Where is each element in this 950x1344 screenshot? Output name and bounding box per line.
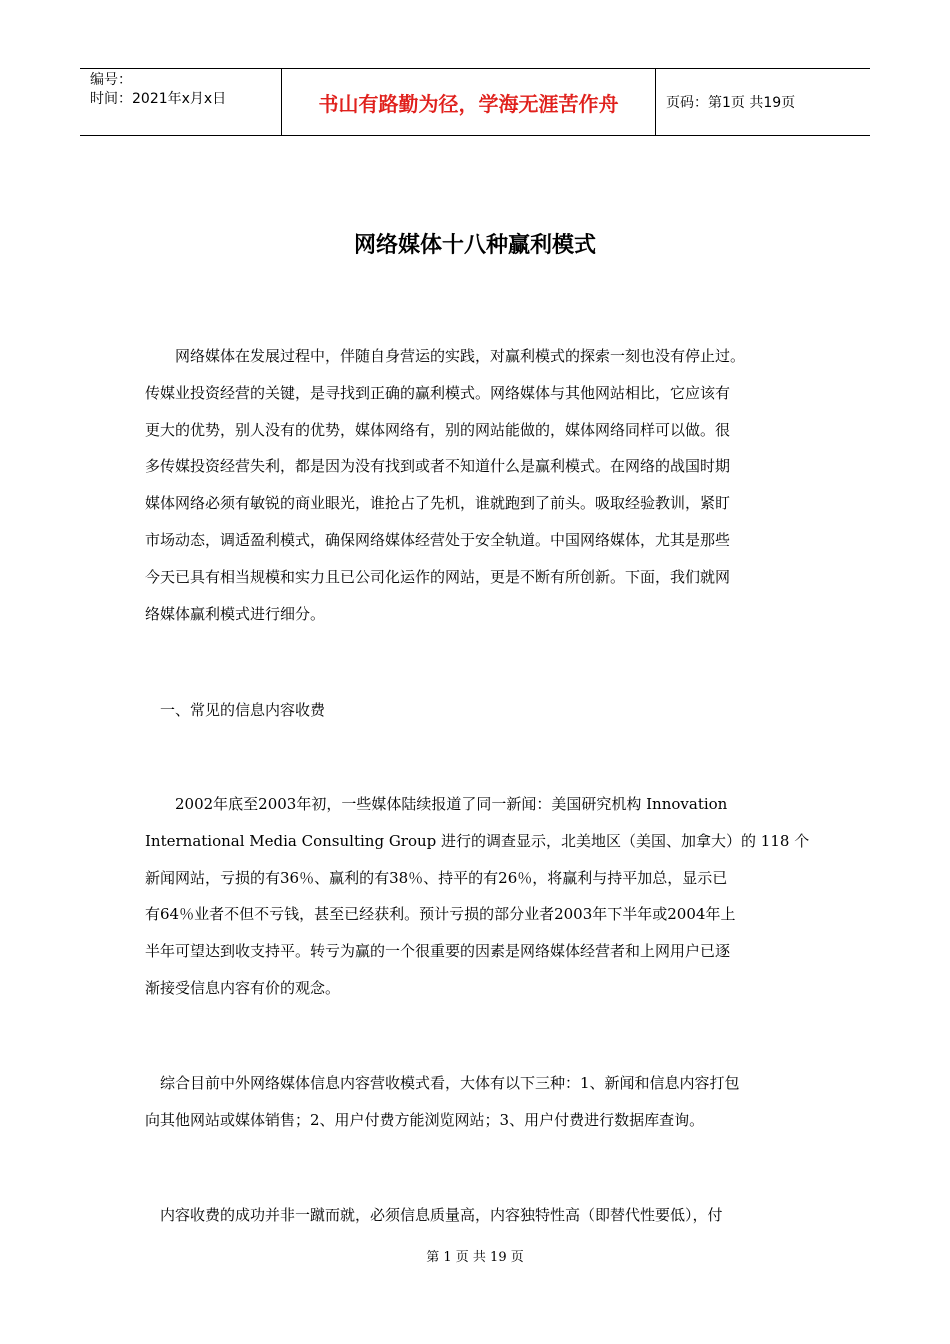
text-line: 向其他网站或媒体销售；2、用户付费方能浏览网站；3、用户付费进行数据库查询。 <box>145 1110 705 1129</box>
text-line: 媒体网络必须有敏锐的商业眼光，谁抢占了先机，谁就跑到了前头。吸取经验教训，紧盯 <box>145 494 731 513</box>
text-line: 渐接受信息内容有价的观念。 <box>145 978 341 997</box>
header-meta-cell <box>80 69 282 135</box>
text-line: 络媒体赢利模式进行细分。 <box>145 604 326 623</box>
text-line: 传媒业投资经营的关键，是寻找到正确的赢利模式。网络媒体与其他网站相比，它应该有 <box>145 383 731 402</box>
document-time-label: 时间：2021年x月x日 <box>90 91 227 107</box>
document-title: 网络媒体十八种赢利模式 <box>353 233 596 258</box>
paragraph-survey <box>145 786 813 1007</box>
text-line: 半年可望达到收支持平。转亏为赢的一个很重要的因素是网络媒体经营者和上网用户已逐 <box>145 942 731 961</box>
text-line: 一、常见的信息内容收费 <box>145 701 326 719</box>
paragraph-intro <box>145 338 813 632</box>
text-line: International Media Consulting Group 进行的调查显示，北美地区（美国、加拿大）的 118 个 <box>145 831 810 850</box>
header-motto: 书山有路勤为径，学海无涯苦作舟 <box>282 69 656 135</box>
text-line: 内容收费的成功并非一蹴而就，必须信息质量高，内容独特性高（即替代性要低），付 <box>145 1206 723 1224</box>
text-line: 新闻网站，亏损的有36％、赢利的有38％、持平的有26％，将赢利与持平加总，显示已 <box>145 868 728 887</box>
text-line: 市场动态，调适盈利模式，确保网络媒体经营处于安全轨道。中国网络媒体，尤其是那些 <box>145 530 731 549</box>
text-line: 有64％业者不但不亏钱，甚至已经获利。预计亏损的部分业者2003年下半年或2004年上 <box>145 905 736 924</box>
document-header <box>80 68 870 136</box>
header-page-code: 页码：第1页 共19页 <box>666 95 796 111</box>
paragraph-content-fee <box>145 1197 813 1234</box>
document-number-label: 编号： <box>90 72 132 88</box>
text-line: 多传媒投资经营失利，都是因为没有找到或者不知道什么是赢利模式。在网络的战国时期 <box>145 457 731 476</box>
text-line: 更大的优势，别人没有的优势，媒体网络有，别的网站能做的，媒体网络同样可以做。很 <box>145 420 731 439</box>
paragraph-revenue-modes <box>145 1065 813 1139</box>
page-footer: 第 1 页 共 19 页 <box>426 1250 524 1265</box>
text-line: 今天已具有相当规模和实力且已公司化运作的网站，更是不断有所创新。下面，我们就网 <box>145 567 731 586</box>
text-line: 2002年底至2003年初，一些媒体陆续报道了同一新闻：美国研究机构 Innovation <box>145 795 728 813</box>
text-line: 综合目前中外网络媒体信息内容营收模式看，大体有以下三种：1、新闻和信息内容打包 <box>145 1074 740 1092</box>
section-heading-1 <box>145 692 813 729</box>
text-line: 网络媒体在发展过程中，伴随自身营运的实践，对赢利模式的探索一刻也没有停止过。 <box>145 347 746 365</box>
